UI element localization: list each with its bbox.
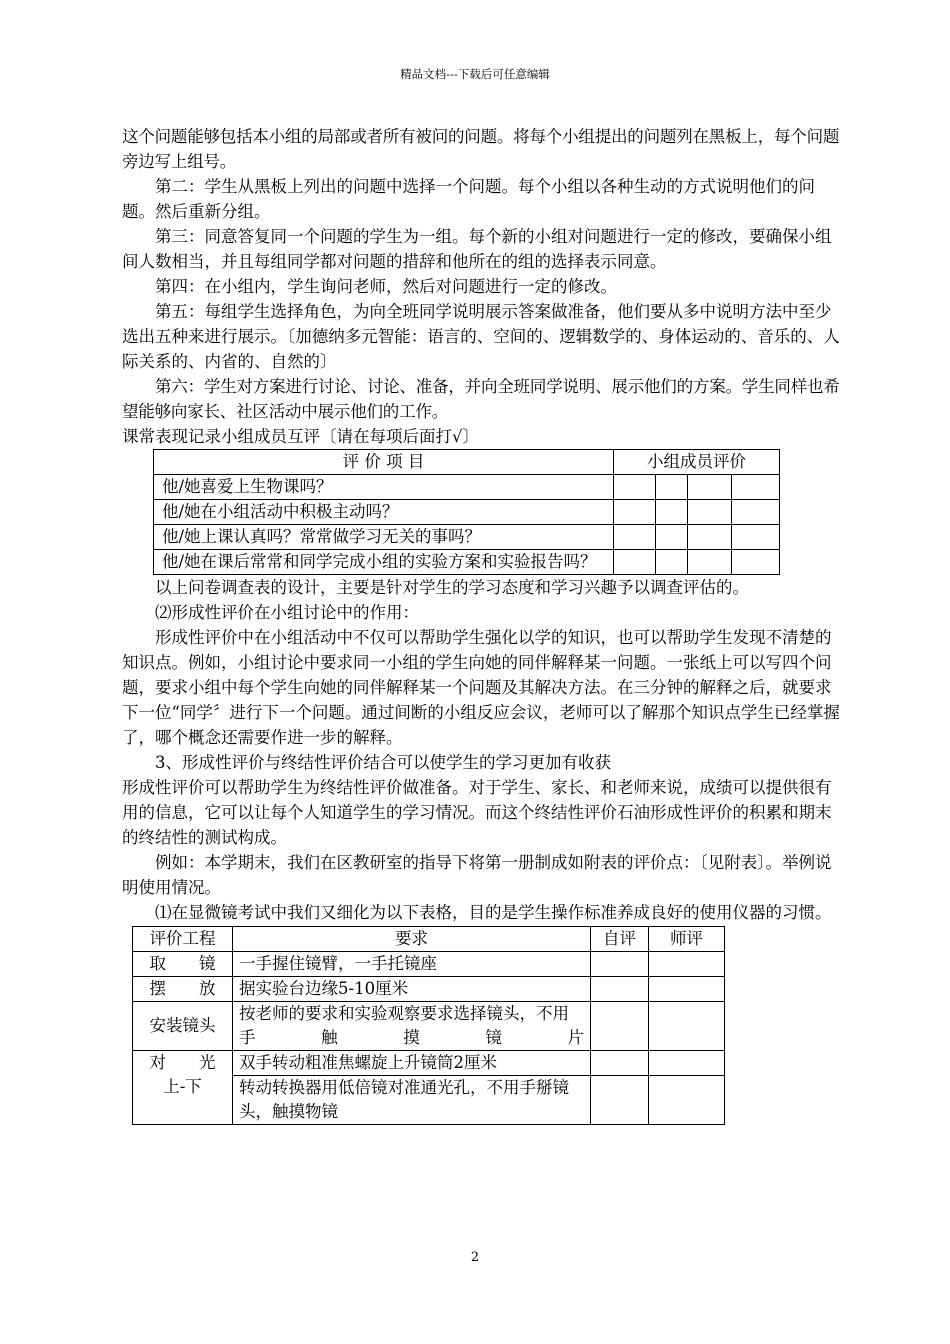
requirement-cell: 按老师的要求和实验观察要求选择镜头，不用手触摸镜片 bbox=[233, 1002, 591, 1051]
item-cell bbox=[133, 1051, 233, 1125]
item-cell: 摆 放 bbox=[133, 977, 233, 1002]
document-body bbox=[122, 124, 842, 1125]
check-cell bbox=[688, 550, 732, 575]
check-cell bbox=[688, 525, 732, 550]
check-cell bbox=[732, 475, 780, 500]
header-eval: 小组成员评价 bbox=[614, 450, 780, 475]
paragraph: 例如：本学期末，我们在区教研室的指导下将第一册制成如附表的评价点：〔见附表〕。举例说明使用情况。 bbox=[122, 853, 832, 897]
check-cell bbox=[614, 500, 656, 525]
paragraph: 第二：学生从黑板上列出的问题中选择一个问题。每个小组以各种生动的方式说明他们的问题。然后重新分组。 bbox=[122, 177, 815, 221]
check-cell bbox=[614, 550, 656, 575]
self-eval-cell bbox=[591, 1076, 649, 1125]
paragraph: 第四：在小组内，学生询问老师，然后对问题进行一定的修改。 bbox=[155, 277, 617, 296]
teacher-eval-cell bbox=[649, 1076, 725, 1125]
self-eval-cell bbox=[591, 1002, 649, 1051]
header-cell: 评价工程 bbox=[133, 927, 233, 952]
paragraph: 以上问卷调查表的设计，主要是针对学生的学习态度和学习兴趣予以调查评估的。 bbox=[155, 578, 749, 597]
check-cell bbox=[732, 525, 780, 550]
page-header: 精品文档---下载后可任意编辑 bbox=[400, 67, 550, 81]
question-cell: 他/她上课认真吗？常常做学习无关的事吗？ bbox=[154, 525, 614, 550]
requirement-cell: 一手握住镜臂，一手托镜座 bbox=[233, 952, 591, 977]
check-cell bbox=[732, 500, 780, 525]
table-row bbox=[154, 500, 780, 525]
header-item: 评 价 项 目 bbox=[154, 450, 614, 475]
table-row bbox=[133, 952, 725, 977]
microscope-evaluation-table bbox=[132, 926, 725, 1125]
table-header-row bbox=[133, 927, 725, 952]
check-cell bbox=[688, 475, 732, 500]
table-row bbox=[133, 1002, 725, 1051]
check-cell bbox=[614, 475, 656, 500]
question-cell: 他/她在小组活动中积极主动吗？ bbox=[154, 500, 614, 525]
paragraph: 第六：学生对方案进行讨论、讨论、准备，并向全班同学说明、展示他们的方案。学生同样也希望能够向家长、社区活动中展示他们的工作。 bbox=[122, 377, 840, 421]
section-heading: 3、形成性评价与终结性评价结合可以使学生的学习更加有收获 bbox=[155, 753, 611, 772]
header-cell: 要求 bbox=[233, 927, 591, 952]
check-cell bbox=[656, 550, 688, 575]
teacher-eval-cell bbox=[649, 1002, 725, 1051]
teacher-eval-cell bbox=[649, 1051, 725, 1076]
question-cell: 他/她喜爱上生物课吗？ bbox=[154, 475, 614, 500]
header-cell: 师评 bbox=[649, 927, 725, 952]
table1-caption: 课常表现记录小组成员互评〔请在每项后面打√〕 bbox=[122, 427, 480, 446]
page-number: 2 bbox=[470, 1250, 480, 1265]
self-eval-cell bbox=[591, 1051, 649, 1076]
peer-evaluation-table bbox=[153, 449, 780, 575]
check-cell bbox=[614, 525, 656, 550]
paragraph: 形成性评价中在小组活动中不仅可以帮助学生强化以学的知识，也可以帮助学生发现不清楚的知识点。例如，小组讨论中要求同一小组的学生向她的同伴解释某一问题。一张纸上可以写四个问题，要求小组中每个学生向她的同伴解释某一个问题及其解决方法。在三分钟的解释之后，就要求下一位“同学〞进行下一个问题。通过间断的小组反应会议，老师可以了解那个知识点学生已经掌握了，哪个概念还需要作进一步的解释。 bbox=[122, 628, 840, 747]
paragraph: 这个问题能够包括本小组的局部或者所有被问的问题。将每个小组提出的问题列在黑板上，每个问题旁边写上组号。 bbox=[122, 127, 840, 171]
table-row bbox=[154, 550, 780, 575]
check-cell bbox=[688, 500, 732, 525]
check-cell bbox=[656, 500, 688, 525]
table-row bbox=[133, 1051, 725, 1076]
check-cell bbox=[732, 550, 780, 575]
item-line: 上-下 bbox=[163, 1077, 202, 1096]
self-eval-cell bbox=[591, 977, 649, 1002]
table-row bbox=[154, 525, 780, 550]
self-eval-cell bbox=[591, 952, 649, 977]
requirement-cell: 转动转换器用低倍镜对准通光孔，不用手掰镜头，触摸物镜 bbox=[233, 1076, 591, 1125]
teacher-eval-cell bbox=[649, 952, 725, 977]
table-header-row bbox=[154, 450, 780, 475]
item-line: 对 光 bbox=[149, 1053, 216, 1072]
paragraph: ⑵形成性评价在小组讨论中的作用： bbox=[155, 603, 419, 622]
paragraph: ⑴在显微镜考试中我们又细化为以下表格，目的是学生操作标准养成良好的使用仪器的习惯。 bbox=[155, 903, 832, 922]
paragraph: 第三：同意答复同一个问题的学生为一组。每个新的小组对问题进行一定的修改，要确保小组间人数相当，并且每组同学都对问题的措辞和他所在的组的选择表示同意。 bbox=[122, 227, 832, 271]
table-row bbox=[133, 977, 725, 1002]
item-cell: 安装镜头 bbox=[133, 1002, 233, 1051]
requirement-cell: 据实验台边缘5-10厘米 bbox=[233, 977, 591, 1002]
paragraph: 第五：每组学生选择角色，为向全班同学说明展示答案做准备，他们要从多中说明方法中至少选出五种来进行展示。〔加德纳多元智能：语言的、空间的、逻辑数学的、身体运动的、音乐的、人际关系的、内省的、自然的〕 bbox=[122, 302, 840, 371]
check-cell bbox=[656, 475, 688, 500]
teacher-eval-cell bbox=[649, 977, 725, 1002]
table-row bbox=[154, 475, 780, 500]
check-cell bbox=[656, 525, 688, 550]
requirement-cell: 双手转动粗准焦螺旋上升镜筒2厘米 bbox=[233, 1051, 591, 1076]
paragraph: 形成性评价可以帮助学生为终结性评价做准备。对于学生、家长、和老师来说，成绩可以提供很有用的信息，它可以让每个人知道学生的学习情况。而这个终结性评价石油形成性评价的积累和期末的终结性的测试构成。 bbox=[122, 778, 832, 847]
header-cell: 自评 bbox=[591, 927, 649, 952]
item-cell: 取 镜 bbox=[133, 952, 233, 977]
question-cell: 他/她在课后常常和同学完成小组的实验方案和实验报告吗？ bbox=[154, 550, 614, 575]
